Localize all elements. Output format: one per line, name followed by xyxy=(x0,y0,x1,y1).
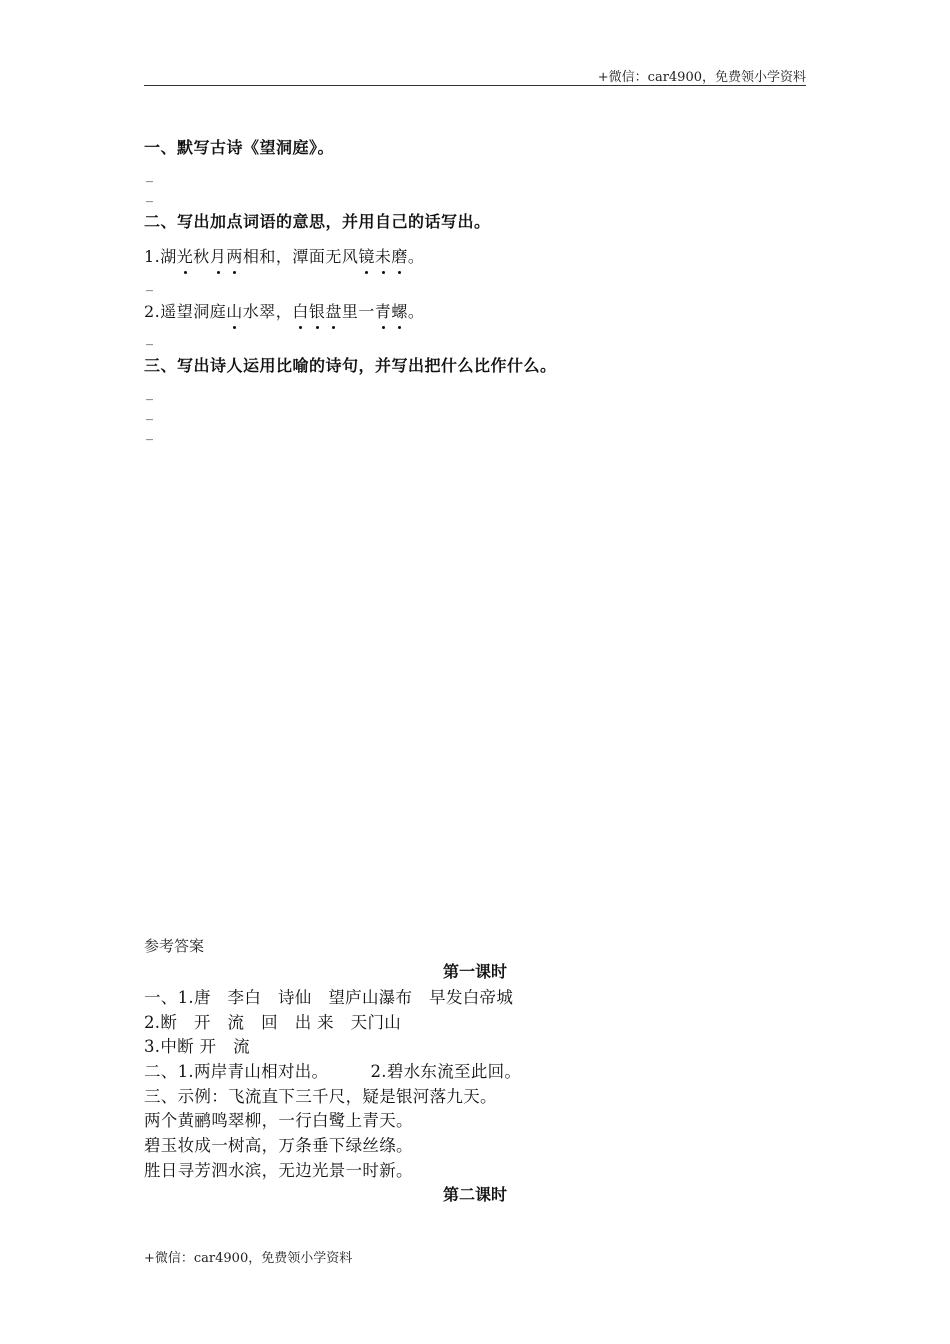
dotted-char: 青 xyxy=(375,299,392,322)
answer-line: 3.中断 开 流 xyxy=(144,1037,250,1056)
dotted-char: 山 xyxy=(226,299,243,322)
header-divider xyxy=(144,85,806,86)
dotted-char: 镜 xyxy=(358,244,375,267)
answer-blank: _ xyxy=(146,167,153,183)
answer-blank: _ xyxy=(146,405,153,421)
answer-line: 胜日寻芳泗水滨，无边光景一时新。 xyxy=(144,1161,413,1180)
answer-blank: _ xyxy=(146,385,153,401)
lesson-1-title: 第一课时 xyxy=(442,962,507,981)
answer-line: 2.断 开 流 回 出 来 天门山 xyxy=(144,1013,402,1032)
question-1-title: 一、默写古诗《望洞庭》。 xyxy=(144,138,335,157)
answer-line: 三、示例：飞流直下三千尺，疑是银河落九天。 xyxy=(144,1087,497,1106)
answer-blank: _ xyxy=(146,276,153,292)
header-watermark: +微信：car4900，免费领小学资料 xyxy=(597,70,806,85)
dotted-char: 两 xyxy=(226,244,243,267)
answer-blank: _ xyxy=(146,425,153,441)
question-2-item-2: 2.遥望洞庭山水翠，白银盘里一青螺。 xyxy=(144,299,424,322)
answer-line: 碧玉妆成一树高，万条垂下绿丝绦。 xyxy=(144,1136,413,1155)
dotted-char: 光 xyxy=(177,244,194,267)
answer-key-label: 参考答案 xyxy=(144,937,205,955)
question-2-title: 二、写出加点词语的意思，并用自己的话写出。 xyxy=(144,212,491,231)
answer-line: 二、1.两岸青山相对出。 2.碧水东流至此回。 xyxy=(144,1062,522,1081)
answer-blank: _ xyxy=(146,187,153,203)
question-2-item-1: 1.湖光秋月两相和，潭面无风镜未磨。 xyxy=(144,244,424,267)
dotted-char: 螺 xyxy=(391,299,408,322)
answer-line: 两个黄鹂鸣翠柳，一行白鹭上青天。 xyxy=(144,1111,413,1130)
dotted-char: 盘 xyxy=(325,299,342,322)
answer-blank: _ xyxy=(146,330,153,346)
dotted-char: 白 xyxy=(292,299,309,322)
question-3-title: 三、写出诗人运用比喻的诗句，并写出把什么比作什么。 xyxy=(144,356,557,375)
dotted-char: 银 xyxy=(309,299,326,322)
dotted-char: 月 xyxy=(210,244,227,267)
footer-watermark: +微信：car4900，免费领小学资料 xyxy=(144,1251,353,1266)
answer-line: 一、1.唐 李白 诗仙 望庐山瀑布 早发白帝城 xyxy=(144,988,514,1007)
dotted-char: 磨 xyxy=(391,244,408,267)
lesson-2-title: 第二课时 xyxy=(442,1185,507,1204)
dotted-char: 未 xyxy=(375,244,392,267)
